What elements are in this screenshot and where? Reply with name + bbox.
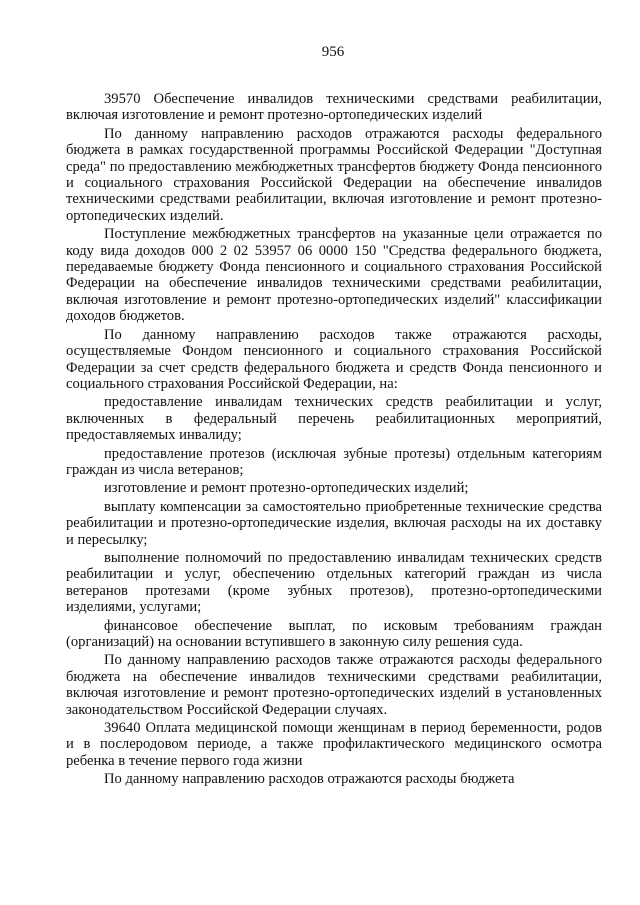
- paragraph: По данному направлению расходов также отражаются расходы федерального бюджета на обеспечение инвалидов техническими средствами реабилитации, включая изготовление и ремонт протезно-ортопедических изделий в установленных законодательством Российской Федерации случаях.: [66, 652, 602, 718]
- paragraph: По данному направлению расходов отражаются расходы бюджета: [104, 771, 515, 788]
- section-heading-39570: 39570 Обеспечение инвалидов техническими средствами реабилитации, включая изготовление и ремонт протезно-ортопедических изделий: [66, 91, 602, 124]
- list-item: финансовое обеспечение выплат, по исковым требованиям граждан (организаций) на основании вступившего в законную силу решения суда.: [66, 617, 602, 650]
- list-item: предоставление протезов (исключая зубные протезы) отдельным категориям граждан из числа ветеранов;: [66, 445, 602, 478]
- section-heading-39640: 39640 Оплата медицинской помощи женщинам в период беременности, родов и в послеродовом периоде, а также профилактического медицинского осмотра ребенка в течение первого года жизни: [66, 720, 602, 769]
- paragraph: Поступление межбюджетных трансфертов на указанные цели отражается по коду вида доходов 000 2 02 53957 06 0000 150 "Средства федерального бюджета, передаваемые бюджету Фонда пенсионного и социального страхования Российской Федерации на обеспечение инвалидов техническими средствами реабилитации, включая изготовление и ремонт протезно-ортопедических изделий" классификации доходов бюджетов.: [66, 226, 602, 325]
- list-item: предоставление инвалидам технических средств реабилитации и услуг, включенных в федеральный перечень реабилитационных мероприятий, предоставляемых инвалиду;: [66, 394, 602, 444]
- list-item: выполнение полномочий по предоставлению инвалидам технических средств реабилитации и услуг, обеспечению отдельных категорий граждан из числа ветеранов протезами (кроме зубных протезов), протезно-ортопедическими изделиями, услугами;: [66, 549, 602, 616]
- document-body: [66, 91, 602, 788]
- list-item: выплату компенсации за самостоятельно приобретенные технические средства реабилитации и протезно-ортопедические изделия, включая расходы на их доставку и пересылку;: [66, 498, 602, 548]
- paragraph: По данному направлению расходов отражаются расходы федерального бюджета в рамках государственной программы Российской Федерации "Доступная среда" по предоставлению межбюджетных трансфертов бюджету Фонда пенсионного и социального страхования Российской Федерации на обеспечение инвалидов техническими средствами реабилитации, включая изготовление и ремонт протезно-ортопедических изделий.: [66, 125, 602, 224]
- page-number: 956: [321, 44, 345, 60]
- list-item: изготовление и ремонт протезно-ортопедических изделий;: [104, 480, 469, 497]
- paragraph: По данному направлению расходов также отражаются расходы, осуществляемые Фондом пенсионного и социального страхования Российской Федерации за счет средств федерального бюджета и средств Фонда пенсионного и социального страхования Российской Федерации, на:: [66, 326, 602, 392]
